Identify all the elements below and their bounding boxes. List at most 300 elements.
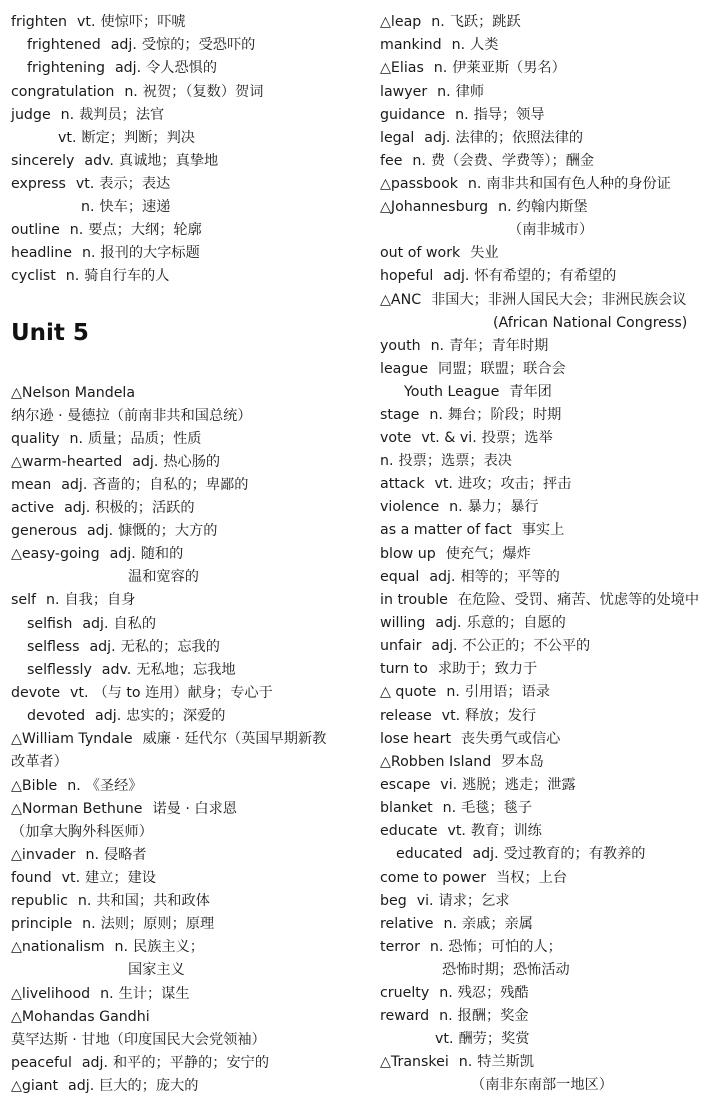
vocab-word: selfless [27, 639, 80, 655]
vocab-word: devoted [27, 708, 86, 724]
part-of-speech: vi. [416, 893, 434, 909]
vocab-entry [380, 775, 576, 795]
vocab-meaning: 积极的；活跃的 [95, 500, 195, 516]
vocab-word: △Transkei [380, 1054, 449, 1070]
vocab-entry [396, 844, 645, 864]
vocab-word: principle [11, 916, 73, 932]
vocab-meaning: 莫罕达斯 · 甘地（印度国民大会党领袖） [11, 1032, 266, 1048]
vocab-entry [404, 382, 552, 402]
vocab-entry [380, 613, 566, 633]
vocab-meaning: 改革者） [11, 754, 68, 770]
vocab-entry [11, 1030, 266, 1050]
part-of-speech: n. [114, 939, 129, 955]
part-of-speech: adj. [132, 454, 159, 470]
vocab-entry [11, 452, 220, 472]
vocab-entry [11, 429, 201, 449]
part-of-speech: n. [100, 986, 114, 1002]
part-of-speech: vt. [61, 870, 81, 886]
vocab-word: △leap [380, 14, 422, 30]
vocab-word: as a matter of fact [380, 522, 512, 538]
part-of-speech: n. [430, 338, 445, 354]
vocab-entry [11, 12, 186, 32]
vocab-meaning: （南非城市） [508, 222, 594, 238]
vocab-meaning: 纳尔逊 · 曼德拉（前南非共和国总统） [11, 408, 252, 424]
vocab-meaning: 无私地；忘我地 [136, 662, 236, 678]
vocab-entry [27, 614, 156, 634]
vocab-meaning: 报酬；奖金 [457, 1008, 529, 1024]
vocab-entry [11, 475, 248, 495]
vocab-meaning: 恐怖；可怕的人； [448, 939, 562, 955]
vocab-word: △nationalism [11, 939, 105, 955]
vocab-entry [11, 752, 68, 772]
vocab-entry [11, 590, 135, 610]
vocab-meaning: 祝贺；（复数）贺词 [142, 84, 264, 100]
vocab-word: youth [380, 338, 421, 354]
vocab-entry [27, 706, 226, 726]
vocab-meaning: 真诚地；真挚地 [118, 153, 219, 169]
vocab-word: attack [380, 476, 425, 492]
vocab-meaning: 教育；训练 [470, 823, 542, 839]
vocab-meaning: （加拿大胸外科医师） [11, 824, 153, 840]
vocab-entry [380, 1006, 529, 1026]
vocab-meaning: 人类 [470, 37, 499, 53]
vocab-entry [380, 428, 553, 448]
vocab-meaning: 约翰内斯堡 [516, 199, 588, 215]
vocab-word: mankind [380, 37, 442, 53]
vocab-entry [27, 35, 255, 55]
vocab-word: △giant [11, 1078, 59, 1094]
vocab-entry [11, 683, 273, 703]
vocab-word: △invader [11, 847, 76, 863]
vocab-entry [11, 498, 195, 518]
vocab-entry [380, 868, 567, 888]
vocab-meaning: 失业 [470, 245, 499, 261]
vocab-word: frightened [27, 37, 101, 53]
part-of-speech: adj. [110, 37, 137, 53]
vocab-entry [11, 406, 252, 426]
vocab-entry [11, 1076, 199, 1096]
vocab-meaning: 在危险、受罚、痛苦、忧虑等的处境中 [457, 592, 700, 608]
vocab-entry [380, 359, 566, 379]
vocab-meaning: 生计；谋生 [118, 986, 190, 1002]
part-of-speech: n. [429, 407, 443, 423]
vocab-meaning: 当权；上台 [496, 870, 568, 886]
vocab-meaning: 求助于；致力于 [437, 661, 538, 677]
vocab-word: quality [11, 431, 60, 447]
part-of-speech: n. [69, 222, 84, 238]
vocab-word: sincerely [11, 153, 75, 169]
vocab-word: unfair [380, 638, 422, 654]
part-of-speech: vt. [75, 176, 95, 192]
part-of-speech: n. [458, 1054, 473, 1070]
part-of-speech: n. [437, 84, 451, 100]
part-of-speech: n. [498, 199, 512, 215]
part-of-speech: n. [439, 985, 453, 1001]
vocab-word: guidance [380, 107, 446, 123]
part-of-speech: n. [439, 1008, 453, 1024]
vocab-meaning: 投票；选举 [481, 430, 553, 446]
vocab-meaning: 非国大；非洲人国民大会；非洲民族会议 [431, 292, 687, 308]
vocab-meaning: 乐意的；自愿的 [466, 615, 566, 631]
vocab-word: willing [380, 615, 426, 631]
vocab-word: fee [380, 153, 403, 169]
vocab-meaning: 舞台；阶段；时期 [447, 407, 562, 423]
part-of-speech: n. [442, 800, 457, 816]
vocab-word: lose heart [380, 731, 452, 747]
vocab-entry [11, 544, 183, 564]
vocab-meaning: 丧失勇气或信心 [461, 731, 561, 747]
vocab-word: out of work [380, 245, 461, 261]
vocab-word: league [380, 361, 429, 377]
vocab-entry [380, 914, 533, 934]
part-of-speech: adj. [95, 708, 122, 724]
part-of-speech: adj. [435, 615, 462, 631]
vocab-entry [380, 128, 583, 148]
vocab-meaning: 飞跃；跳跃 [449, 14, 521, 30]
vocab-meaning: 受惊的；受恐吓的 [141, 37, 256, 53]
vocab-meaning: 共和国；共和政体 [96, 893, 210, 909]
part-of-speech: adv. [101, 662, 132, 678]
vocab-word: turn to [380, 661, 428, 677]
vocab-meaning: 随和的 [140, 546, 184, 562]
vocab-meaning: 亲戚；亲属 [461, 916, 533, 932]
vocab-meaning: 暴力；暴行 [467, 499, 539, 515]
vocab-meaning: 要点；大纲；轮廓 [88, 222, 202, 238]
unit-heading: Unit 5 [11, 320, 89, 346]
vocab-entry [11, 383, 145, 403]
vocab-entry [11, 729, 326, 749]
vocab-entry [11, 1053, 269, 1073]
vocab-meaning: 诺曼 · 白求恩 [152, 801, 237, 817]
vocab-word: express [11, 176, 66, 192]
vocab-meaning: 受过教育的；有教养的 [503, 846, 646, 862]
vocab-entry [380, 659, 537, 679]
vocab-entry [11, 822, 153, 842]
vocab-meaning: 进攻；攻击；抨击 [457, 476, 572, 492]
vocab-entry [380, 567, 560, 587]
vocab-meaning: 罗本岛 [501, 754, 544, 770]
vocab-meaning: 温和宽容的 [128, 569, 199, 585]
part-of-speech: adj. [431, 638, 458, 654]
part-of-speech: n. [446, 684, 460, 700]
vocab-word: vote [380, 430, 412, 446]
part-of-speech: n. [412, 153, 426, 169]
vocab-word: △ quote [380, 684, 437, 700]
part-of-speech: vt. [435, 1031, 454, 1047]
vocab-meaning: 报刊的大字标题 [100, 245, 200, 261]
vocab-meaning: 威廉 · 廷代尔（英国早期新教 [142, 731, 327, 747]
part-of-speech: vt. [77, 14, 96, 30]
vocab-meaning: 令人恐惧的 [146, 60, 218, 76]
vocab-entry [11, 266, 169, 286]
vocab-meaning: 使充气；爆炸 [445, 546, 531, 562]
vocab-entry [380, 266, 616, 286]
vocab-entry [380, 590, 699, 610]
vocab-meaning: 指导；领导 [473, 107, 545, 123]
vocab-meaning: 南非共和国有色人种的身份证 [486, 176, 671, 192]
vocab-meaning: 投票；选票；表决 [398, 453, 512, 469]
part-of-speech: adj. [429, 569, 456, 585]
vocab-meaning: 律师 [455, 84, 485, 100]
vocab-entry [128, 567, 199, 587]
vocab-entry [11, 891, 210, 911]
vocab-entry [380, 197, 588, 217]
vocab-entry [380, 544, 531, 564]
vocab-entry [380, 682, 550, 702]
vocab-meaning: 释放；发行 [465, 708, 537, 724]
part-of-speech: vt. & vi. [421, 430, 477, 446]
vocab-entry [11, 220, 202, 240]
vocab-meaning: 断定；判断；判决 [81, 130, 195, 146]
vocab-meaning: （南非东南部一地区） [471, 1077, 613, 1093]
vocab-entry [508, 220, 593, 240]
vocab-meaning: 恐怖时期；恐怖活动 [442, 962, 570, 978]
part-of-speech: n. [81, 245, 96, 261]
part-of-speech: n. [77, 893, 92, 909]
vocab-word: △Robben Island [380, 754, 492, 770]
vocab-word: equal [380, 569, 420, 585]
vocab-entry [380, 1052, 534, 1072]
vocab-meaning: 慷慨的；大方的 [118, 523, 218, 539]
vocab-entry [11, 914, 214, 934]
vocab-word: △Mohandas Gandhi [11, 1009, 150, 1025]
vocab-word: relative [380, 916, 434, 932]
vocab-meaning: 青年；青年时期 [449, 338, 549, 354]
vocab-meaning: 热心肠的 [163, 454, 221, 470]
vocab-word: release [380, 708, 432, 724]
vocab-word: judge [11, 107, 51, 123]
part-of-speech: adj. [64, 500, 91, 516]
vocab-meaning: 质量；品质；性质 [87, 431, 202, 447]
vocab-entry [380, 983, 529, 1003]
vocab-meaning: 无私的；忘我的 [120, 639, 220, 655]
vocab-meaning: 民族主义； [133, 939, 204, 955]
vocab-meaning: 自私的 [113, 616, 157, 632]
vocab-word: △Elias [380, 60, 424, 76]
vocab-word: blanket [380, 800, 433, 816]
vocab-word: headline [11, 245, 73, 261]
part-of-speech: vt. [441, 708, 461, 724]
vocab-entry [380, 937, 562, 957]
vocab-word: △Nelson Mandela [11, 385, 136, 401]
vocab-word: violence [380, 499, 440, 515]
part-of-speech: n. [60, 107, 75, 123]
vocab-entry [471, 1075, 613, 1095]
vocab-word: stage [380, 407, 420, 423]
vocab-meaning: 同盟；联盟；联合会 [438, 361, 566, 377]
vocab-word: legal [380, 130, 415, 146]
vocab-word: lawyer [380, 84, 428, 100]
vocab-entry [380, 174, 671, 194]
vocab-entry [380, 151, 594, 171]
vocab-entry [128, 960, 185, 980]
part-of-speech: adj. [81, 1055, 108, 1071]
vocab-entry [380, 821, 542, 841]
vocab-word: cruelty [380, 985, 430, 1001]
vocab-entry [380, 105, 545, 125]
vocab-entry [11, 845, 147, 865]
vocab-meaning: 《圣经》 [85, 778, 143, 794]
part-of-speech: adj. [86, 523, 114, 539]
vocab-entry [11, 868, 156, 888]
vocab-entry [11, 151, 218, 171]
part-of-speech: adj. [114, 60, 142, 76]
vocab-meaning: 自我；自身 [64, 592, 136, 608]
vocab-entry [380, 520, 564, 540]
vocab-meaning: 伊莱亚斯（男名） [452, 60, 566, 76]
vocab-entry [11, 105, 164, 125]
vocab-meaning: 引用语；语录 [464, 684, 550, 700]
vocab-entry [380, 451, 512, 471]
vocab-entry [380, 82, 484, 102]
vocab-word: △warm-hearted [11, 454, 123, 470]
vocab-word: △Norman Bethune [11, 801, 143, 817]
vocab-word: △Bible [11, 778, 58, 794]
vocab-entry [380, 336, 548, 356]
vocab-entry [380, 497, 539, 517]
vocab-entry [11, 799, 237, 819]
vocab-entry [27, 660, 236, 680]
vocab-meaning: 表示；表达 [99, 176, 171, 192]
vocab-meaning: 巨大的；庞大的 [99, 1078, 199, 1094]
vocab-entry [27, 637, 220, 657]
vocab-entry [380, 729, 560, 749]
vocab-entry [81, 197, 170, 217]
vocab-entry [380, 290, 686, 310]
part-of-speech: vt. [58, 130, 77, 146]
vocab-entry [11, 984, 190, 1004]
vocab-word: selfish [27, 616, 73, 632]
vocab-word: educate [380, 823, 438, 839]
vocab-entry [380, 58, 566, 78]
part-of-speech: n. [124, 84, 138, 100]
vocab-meaning: 特兰斯凯 [477, 1054, 534, 1070]
vocab-word: peaceful [11, 1055, 72, 1071]
part-of-speech: n. [69, 431, 83, 447]
part-of-speech: n. [443, 916, 457, 932]
vocab-word: republic [11, 893, 68, 909]
vocab-word: △William Tyndale [11, 731, 133, 747]
vocab-entry [11, 521, 217, 541]
vocab-entry [380, 243, 499, 263]
vocab-word: reward [380, 1008, 430, 1024]
vocab-word: self [11, 592, 37, 608]
vocab-word: △Johannesburg [380, 199, 489, 215]
part-of-speech: adj. [109, 546, 136, 562]
vocab-entry [493, 313, 687, 333]
vocab-entry [380, 405, 561, 425]
vocab-meaning: 残忍；残酷 [457, 985, 529, 1001]
part-of-speech: adj. [61, 477, 88, 493]
vocab-word: beg [380, 893, 407, 909]
vocab-entry [27, 58, 217, 78]
vocab-entry [442, 960, 570, 980]
part-of-speech: vt. [447, 823, 466, 839]
vocab-meaning: 建立；建设 [85, 870, 156, 886]
part-of-speech: n. [380, 453, 394, 469]
vocab-word: devote [11, 685, 61, 701]
vocab-meaning: 怀有希望的；有希望的 [474, 268, 617, 284]
vocab-word: generous [11, 523, 78, 539]
vocab-meaning: 法则；原则；原理 [100, 916, 215, 932]
vocab-meaning: 快车；速递 [99, 199, 171, 215]
vocab-meaning: 逃脱；逃走；泄露 [462, 777, 576, 793]
vocab-entry [11, 776, 142, 796]
vocab-meaning: 费（会费、学费等）；酬金 [430, 153, 595, 169]
vocab-meaning: 吝啬的；自私的；卑鄙的 [92, 477, 249, 493]
vocab-meaning: 裁判员；法官 [79, 107, 165, 123]
vocab-meaning: 青年团 [509, 384, 552, 400]
part-of-speech: n. [65, 268, 80, 284]
vocab-word: active [11, 500, 55, 516]
part-of-speech: adj. [82, 616, 109, 632]
vocab-word: found [11, 870, 52, 886]
vocab-meaning: 毛毯；毯子 [461, 800, 533, 816]
part-of-speech: adj. [68, 1078, 95, 1094]
vocab-word: blow up [380, 546, 436, 562]
vocab-meaning: （与 to 连用）献身；专心于 [93, 685, 273, 701]
vocab-word: △easy-going [11, 546, 100, 562]
vocab-entry [380, 706, 536, 726]
part-of-speech: n. [449, 499, 463, 515]
vocab-entry [380, 636, 590, 656]
part-of-speech: n. [455, 107, 469, 123]
part-of-speech: n. [467, 176, 482, 192]
part-of-speech: n. [431, 14, 445, 30]
part-of-speech: adj. [443, 268, 470, 284]
vocab-word: come to power [380, 870, 487, 886]
vocab-word: hopeful [380, 268, 434, 284]
vocab-meaning: 事实上 [521, 522, 565, 538]
vocab-entry [380, 35, 498, 55]
part-of-speech: adj. [89, 639, 116, 655]
vocab-meaning: 法律的；依照法律的 [455, 130, 584, 146]
vocab-entry [380, 474, 571, 494]
vocab-word: frighten [11, 14, 68, 30]
vocab-meaning: 请求；乞求 [438, 893, 510, 909]
part-of-speech: adj. [472, 846, 499, 862]
part-of-speech: adj. [424, 130, 451, 146]
vocab-word: terror [380, 939, 420, 955]
vocab-entry [380, 891, 509, 911]
part-of-speech: n. [433, 60, 448, 76]
vocab-meaning: 国家主义 [128, 962, 185, 978]
vocab-meaning: 侵略者 [103, 847, 147, 863]
vocab-meaning: 骑自行车的人 [84, 268, 170, 284]
vocab-entry [11, 937, 204, 957]
vocab-word: escape [380, 777, 431, 793]
part-of-speech: n. [85, 847, 99, 863]
part-of-speech: n. [429, 939, 444, 955]
vocab-entry [11, 1007, 160, 1027]
vocab-entry [435, 1029, 529, 1049]
vocab-meaning: 忠实的；深爱的 [126, 708, 226, 724]
vocab-word: △livelihood [11, 986, 91, 1002]
part-of-speech: n. [67, 778, 81, 794]
vocab-word: outline [11, 222, 60, 238]
vocab-word: mean [11, 477, 52, 493]
part-of-speech: adv. [84, 153, 114, 169]
vocab-word: educated [396, 846, 463, 862]
vocab-entry [11, 82, 263, 102]
vocab-word: selflessly [27, 662, 92, 678]
vocab-meaning: 和平的；平静的；安宁的 [112, 1055, 270, 1071]
vocab-meaning: 不公正的；不公平的 [462, 638, 591, 654]
vocab-meaning: 使惊吓；吓唬 [100, 14, 186, 30]
part-of-speech: n. [46, 592, 60, 608]
part-of-speech: vi. [440, 777, 458, 793]
vocab-word: frightening [27, 60, 105, 76]
